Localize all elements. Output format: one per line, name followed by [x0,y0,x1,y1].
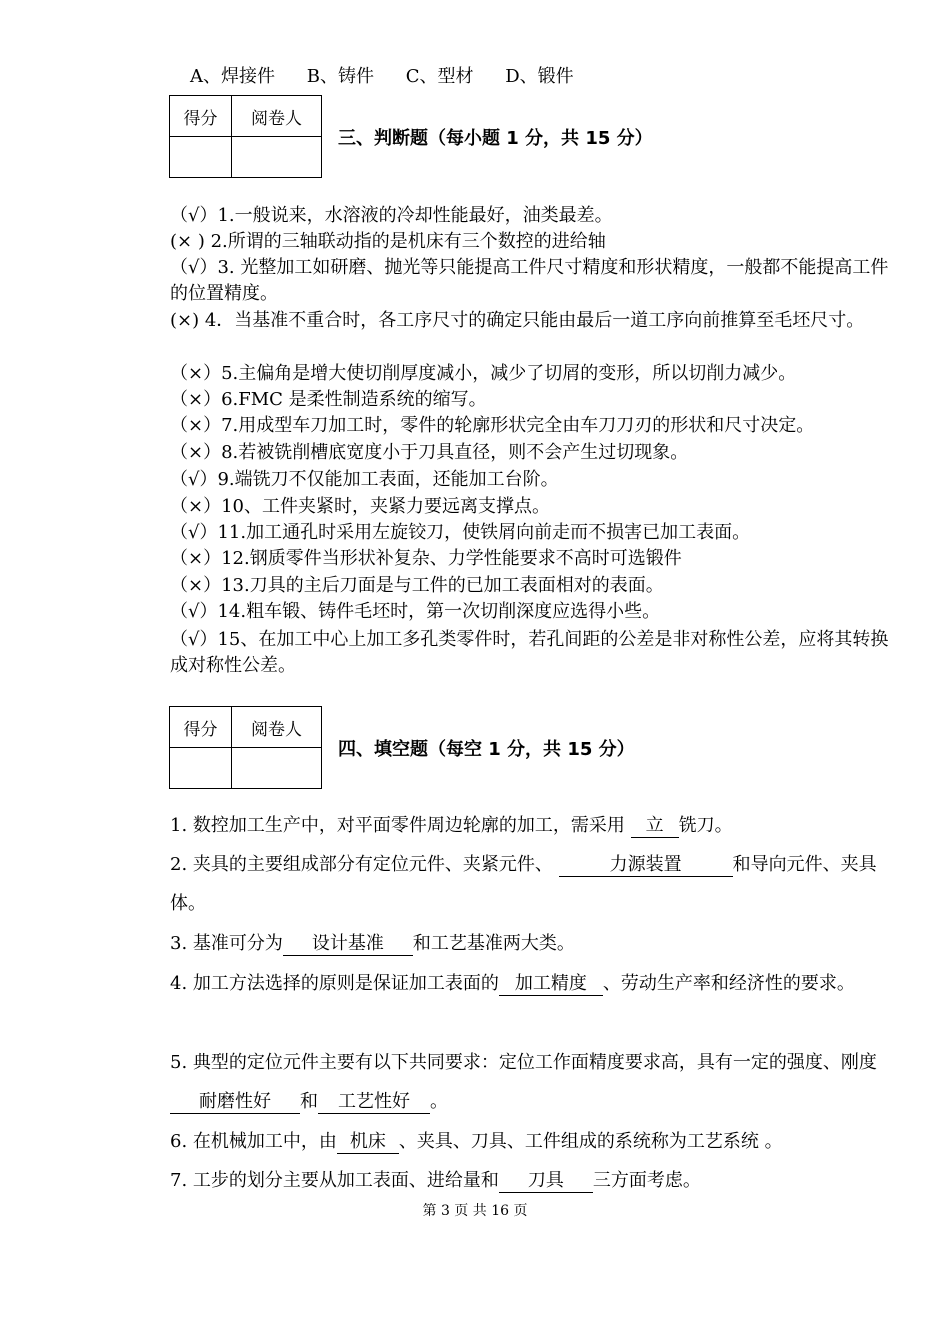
score-table-section3 [169,95,322,178]
fill-question-6 [170,1122,880,1161]
judge-item-4: (×) 4．当基准不重合时，各工序尺寸的确定只能由最后一道工序向前推算至毛坯尺寸。 [170,310,865,331]
choice-a: A、焊接件 [190,66,275,87]
judge-item-8: （×）8.若被铣削槽底宽度小于刀具直径，则不会产生过切现象。 [170,442,689,463]
question-text: 4. 加工方法选择的原则是保证加工表面的 [170,973,499,994]
question-text: 5. 典型的定位元件主要有以下共同要求：定位工作面精度要求高，具有一定的强度、刚度 [170,1052,877,1073]
score-table-section4 [169,706,322,789]
answer-blank: 耐磨性好 [170,1091,300,1114]
judge-item-7: （×）7.用成型车刀加工时，零件的轮廓形状完全由车刀刀刃的形状和尺寸决定。 [170,415,815,436]
judge-item-11: （√）11.加工通孔时采用左旋铰刀，使铁屑向前走而不损害已加工表面。 [170,522,751,543]
question-text: 7. 工步的划分主要从加工表面、进给量和 [170,1170,499,1191]
score-header: 得分 [170,96,232,137]
fill-question-3 [170,924,880,963]
question-text: 和导向元件、夹具体。 [170,854,877,914]
score-cell [170,748,232,789]
judge-item-14: （√）14.粗车锻、铸件毛坯时，第一次切削深度应选得小些。 [170,601,661,622]
judge-item-5: （×）5.主偏角是增大使切削厚度减小，减少了切屑的变形，所以切削力减少。 [170,363,797,384]
answer-blank: 立 [631,815,679,838]
section4-title: 四、填空题（每空 1 分，共 15 分） [338,739,635,760]
judge-item-9: （√）9.端铣刀不仅能加工表面，还能加工台阶。 [170,469,559,490]
page-number-footer: 第 3 页 共 16 页 [422,1203,528,1219]
choice-c: C、型材 [405,66,474,87]
question-text: 3. 基准可分为 [170,933,283,954]
question-text: 6. 在机械加工中，由 [170,1131,337,1152]
judge-item-12: （×）12.钢质零件当形状补复杂、力学性能要求不高时可选锻件 [170,548,682,569]
judge-item-2: (× ) 2.所谓的三轴联动指的是机床有三个数控的进给轴 [170,231,606,252]
answer-blank: 力源装置 [559,854,733,877]
judge-item-1: （√）1.一般说来，水溶液的冷却性能最好，油类最差。 [170,205,613,226]
grader-cell [232,137,322,178]
fill-question-4 [170,964,880,1003]
answer-blank: 工艺性好 [318,1091,430,1114]
judge-item-15: （√）15、在加工中心上加工多孔类零件时，若孔间距的公差是非对称性公差，应将其转换成对称性公差。 [170,629,889,676]
answer-blank: 机床 [337,1131,399,1154]
question-text: 2. 夹具的主要组成部分有定位元件、夹紧元件、 [170,854,559,875]
fill-question-2 [170,845,880,923]
answer-blank: 设计基准 [283,933,413,956]
choice-b: B、铸件 [306,66,374,87]
score-cell [170,137,232,178]
grader-header: 阅卷人 [232,707,322,748]
grader-header: 阅卷人 [232,96,322,137]
question-text: 。 [430,1091,448,1112]
judge-item-13: （×）13.刀具的主后刀面是与工件的已加工表面相对的表面。 [170,575,664,596]
question-text: 1. 数控加工生产中，对平面零件周边轮廓的加工，需采用 [170,815,631,836]
score-header: 得分 [170,707,232,748]
grader-cell [232,748,322,789]
choice-options [190,62,600,88]
question-text: 、夹具、刀具、工件组成的系统称为工艺系统 。 [398,1131,783,1152]
judge-item-6: （×）6.FMC 是柔性制造系统的缩写。 [170,389,487,410]
question-text: 和工艺基准两大类。 [412,933,575,954]
answer-blank: 加工精度 [499,973,603,996]
section3-title: 三、判断题（每小题 1 分，共 15 分） [338,128,653,149]
answer-blank: 刀具 [499,1170,593,1193]
judge-item-10: （×）10、工件夹紧时，夹紧力要远离支撑点。 [170,496,550,517]
fill-question-5 [170,1043,880,1121]
question-text: 、劳动生产率和经济性的要求。 [602,973,855,994]
question-text: 铣刀。 [678,815,733,836]
fill-question-7 [170,1161,880,1200]
question-text: 三方面考虑。 [592,1170,701,1191]
question-text: 和 [300,1091,318,1112]
judge-item-3: （√）3. 光整加工如研磨、抛光等只能提高工件尺寸精度和形状精度，一般都不能提高工件的位置精度。 [170,257,889,304]
fill-question-1 [170,806,880,845]
choice-d: D、锻件 [505,66,574,87]
